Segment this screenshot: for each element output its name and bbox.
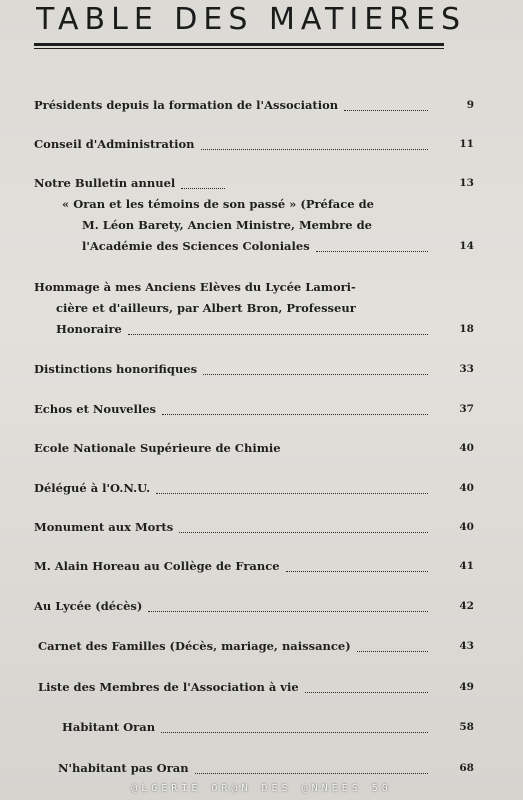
- toc-page-number: 40: [459, 482, 474, 494]
- toc-entry-title: Liste des Membres de l'Association à vie: [38, 680, 299, 694]
- toc-leader-dots: [156, 493, 428, 494]
- toc-leader-dots: [161, 732, 428, 733]
- toc-leader-dots: [179, 532, 428, 533]
- toc-entry: [34, 478, 474, 499]
- toc-entry: [34, 596, 474, 617]
- toc-entry: [34, 717, 474, 738]
- toc-page-number: 14: [459, 240, 474, 252]
- toc-entry-title: Habitant Oran: [62, 720, 156, 734]
- toc-entry-line: cière et d'ailleurs, par Albert Bron, Professeur: [56, 301, 356, 315]
- title-rule-thin: [34, 48, 444, 49]
- toc-leader-dots: [287, 453, 428, 454]
- toc-entry-line: M. Léon Barety, Ancien Ministre, Membre de: [82, 218, 372, 232]
- toc-leader-dots: [316, 251, 428, 252]
- toc-entry: [34, 677, 474, 698]
- toc-leader-dots: [128, 334, 428, 335]
- toc-entry-title: M. Alain Horeau au Collège de France: [34, 559, 280, 573]
- toc-page-number: 43: [459, 640, 474, 652]
- watermark: @LGERIE OR@N DES @NNEES 50: [131, 783, 392, 794]
- toc-entry: [34, 517, 474, 538]
- toc-entry-title: Distinctions honorifiques: [34, 362, 198, 376]
- toc-entry: [34, 438, 474, 459]
- toc-leader-dots: [181, 188, 225, 189]
- toc-page-number: 58: [459, 721, 474, 733]
- toc-entry-title: Carnet des Familles (Décès, mariage, naissance): [38, 639, 351, 653]
- toc-leader-dots: [203, 374, 428, 375]
- toc-entry-line: Hommage à mes Anciens Elèves du Lycée Lamori-: [34, 280, 356, 294]
- toc-leader-dots: [305, 692, 428, 693]
- toc-page-number: 33: [459, 363, 474, 375]
- toc-entry: [34, 194, 474, 257]
- toc-page-number: 18: [459, 323, 474, 335]
- toc-entry: [34, 359, 474, 380]
- toc-entry-title: Echos et Nouvelles: [34, 402, 156, 416]
- toc-entry: [34, 758, 474, 779]
- toc-entry-title: Conseil d'Administration: [34, 137, 195, 151]
- toc-page-number: 42: [459, 600, 474, 612]
- toc-page-number: 9: [466, 99, 474, 111]
- toc-page-number: 37: [459, 403, 474, 415]
- toc-entry-title: Ecole Nationale Supérieure de Chimie: [34, 441, 281, 455]
- toc-leader-dots: [201, 149, 428, 150]
- toc-entry-title: Au Lycée (décès): [34, 599, 143, 613]
- toc-page-number: 11: [459, 138, 474, 150]
- toc-page-number: 40: [459, 442, 474, 454]
- toc-entry-title: Monument aux Morts: [34, 520, 174, 534]
- toc-entry-line: Honoraire: [56, 322, 122, 336]
- toc-page-number: 49: [459, 681, 474, 693]
- toc-entry-line: « Oran et les témoins de son passé » (Préface de: [62, 197, 374, 211]
- toc-page-number: 40: [459, 521, 474, 533]
- toc-entry: [34, 173, 474, 194]
- toc-entry: [34, 134, 474, 155]
- toc-entry: [34, 277, 474, 340]
- toc-entry-line: l'Académie des Sciences Coloniales: [82, 239, 310, 253]
- toc-entry: [34, 399, 474, 420]
- toc-entry-title: Notre Bulletin annuel: [34, 176, 176, 190]
- toc-entry-title: Délégué à l'O.N.U.: [34, 481, 151, 495]
- toc-page-number: 68: [459, 762, 474, 774]
- toc-entry-title: N'habitant pas Oran: [58, 761, 189, 775]
- title-rule-thick: [34, 43, 444, 46]
- page-title: TABLE DES MATIERES: [36, 2, 466, 37]
- toc-leader-dots: [286, 571, 428, 572]
- toc-leader-dots: [357, 651, 428, 652]
- toc-entry-title: Présidents depuis la formation de l'Association: [34, 98, 339, 112]
- toc-entry: [34, 556, 474, 577]
- toc-entry: [34, 636, 474, 657]
- toc-page-number: 13: [459, 177, 474, 189]
- toc-entry: [34, 95, 474, 116]
- toc-leader-dots: [162, 414, 428, 415]
- toc-page-number: 41: [459, 560, 474, 572]
- toc-leader-dots: [195, 773, 428, 774]
- toc-leader-dots: [344, 110, 428, 111]
- toc-leader-dots: [148, 611, 428, 612]
